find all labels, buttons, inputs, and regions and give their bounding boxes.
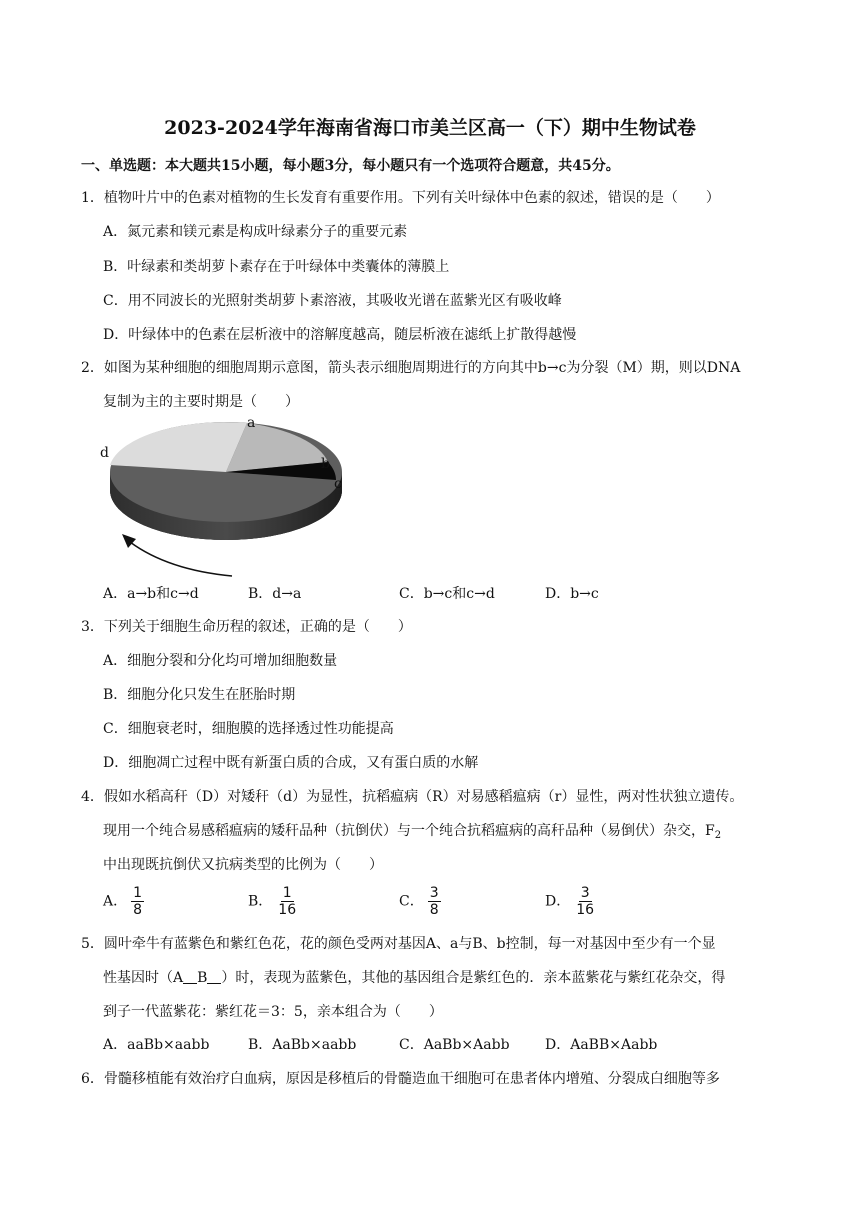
question-3-option-a: A．细胞分裂和分化均可增加细胞数量 <box>103 653 338 669</box>
question-3-option-b: B．细胞分化只发生在胚胎时期 <box>103 687 296 703</box>
question-1-option-a: A．氮元素和镁元素是构成叶绿素分子的重要元素 <box>103 224 408 240</box>
question-2-option-c: C．b→c和c→d <box>399 586 495 602</box>
question-1-option-b: B．叶绿素和类胡萝卜素存在于叶绿体中类囊体的薄膜上 <box>103 259 450 275</box>
direction-arrow <box>130 542 232 576</box>
sector-a <box>110 422 247 472</box>
question-6-stem: 6．骨髓移植能有效治疗白血病，原因是移植后的骨髓造血干细胞可在患者体内增殖、分裂成白细胞等多 <box>81 1071 720 1087</box>
question-5-option-d: D．AaBB×Aabb <box>545 1037 658 1053</box>
fraction: $\frac{1}{16}$ <box>278 885 297 918</box>
question-2-stem-line1: 2．如图为某种细胞的细胞周期示意图，箭头表示细胞周期进行的方向其中b→c为分裂（M）期，则以DNA <box>81 360 741 376</box>
label-d: d <box>100 445 109 461</box>
question-2-option-d: D．b→c <box>545 586 599 602</box>
fraction: $\frac{3}{16}$ <box>576 885 595 918</box>
question-2-stem-line2: 复制为主的主要时期是（ ） <box>103 394 299 410</box>
question-3-stem: 3．下列关于细胞生命历程的叙述，正确的是（ ） <box>81 619 412 635</box>
question-4-stem-line3: 中出现既抗倒伏又抗病类型的比例为（ ） <box>103 857 383 873</box>
label-a: a <box>247 415 256 431</box>
label-b: b <box>321 456 330 472</box>
question-5-stem-line2: 性基因时（A B ）时，表现为蓝紫色，其他的基因组合是紫红色的．亲本蓝紫花与紫红花杂交，得 <box>103 970 726 986</box>
arrow-head-icon <box>122 534 136 548</box>
question-1-option-d: D．叶绿体中的色素在层析液中的溶解度越高，随层析液在滤纸上扩散得越慢 <box>103 327 577 343</box>
cell-cycle-figure <box>90 410 360 580</box>
fraction: $\frac{3}{8}$ <box>429 885 439 918</box>
question-2-option-b: B．d→a <box>248 586 302 602</box>
label-c: c <box>334 476 342 492</box>
question-4-stem-line2: 现用一个纯合易感稻瘟病的矮秆品种（抗倒伏）与一个纯合抗稻瘟病的高秆品种（易倒伏）杂交，$F_2$ <box>103 823 722 841</box>
question-5-stem-line1: 5．圆叶牵牛有蓝紫色和紫红色花，花的颜色受两对基因A、a与B、b控制，每一对基因中至少有一个显 <box>81 936 716 952</box>
question-5-stem-line3: 到子一代蓝紫花：紫红花＝3：5，亲本组合为（ ） <box>103 1004 443 1020</box>
question-4-stem-line1: 4．假如水稻高秆（D）对矮秆（d）为显性，抗稻瘟病（R）对易感稻瘟病（r）显性，两对性状独立遗传。 <box>81 789 744 805</box>
question-4-option-b: B． $\frac{1}{16}$ <box>248 885 297 918</box>
question-5-option-c: C．AaBb×Aabb <box>399 1037 510 1053</box>
fraction: $\frac{1}{8}$ <box>133 885 143 918</box>
exam-title: 2023-2024学年海南省海口市美兰区高一（下）期中生物试卷 <box>164 117 696 139</box>
blank <box>207 971 221 984</box>
section-header: 一、单选题：本大题共15小题，每小题3分，每小题只有一个选项符合题意，共45分。 <box>81 158 620 174</box>
question-4-option-a: A． $\frac{1}{8}$ <box>103 885 143 918</box>
question-2-option-a: A．a→b和c→d <box>103 586 199 602</box>
question-5-option-b: B．AaBb×aabb <box>248 1037 357 1053</box>
question-3-option-c: C．细胞衰老时，细胞膜的选择透过性功能提高 <box>103 721 394 737</box>
question-1-stem: 1．植物叶片中的色素对植物的生长发育有重要作用。下列有关叶绿体中色素的叙述，错误的是（ ） <box>81 190 720 206</box>
question-1-option-c: C．用不同波长的光照射类胡萝卜素溶液，其吸收光谱在蓝紫光区有吸收峰 <box>103 293 562 309</box>
question-3-option-d: D．细胞凋亡过程中既有新蛋白质的合成，又有蛋白质的水解 <box>103 755 479 771</box>
question-5-option-a: A．aaBb×aabb <box>103 1037 210 1053</box>
question-4-option-c: C． $\frac{3}{8}$ <box>399 885 439 918</box>
question-4-option-d: D． $\frac{3}{16}$ <box>545 885 595 918</box>
blank <box>183 971 197 984</box>
